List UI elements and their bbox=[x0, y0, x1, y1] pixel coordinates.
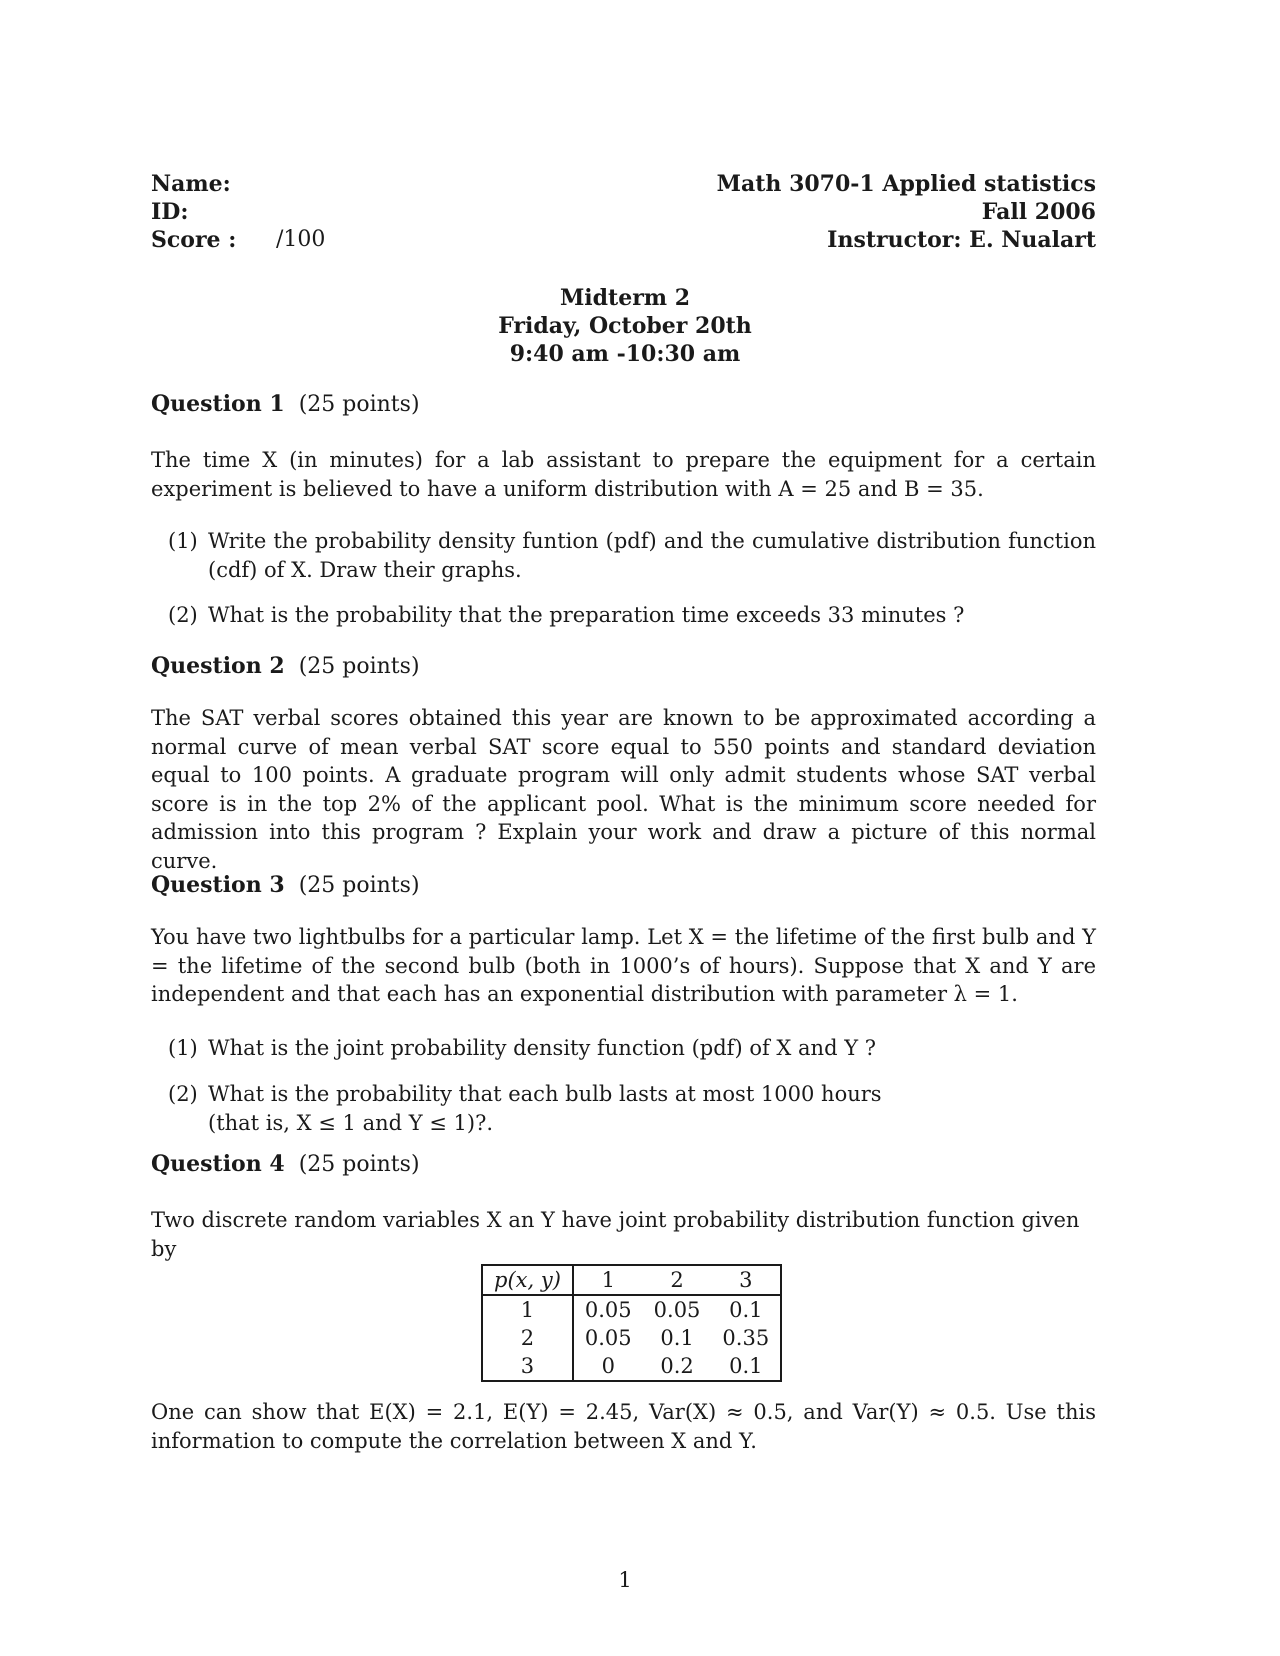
exam-date: Friday, October 20th bbox=[498, 313, 752, 339]
question-4-text: Two discrete random variables X an Y have joint probability distribution function given by bbox=[151, 1208, 1080, 1261]
table-cell: 0.1 bbox=[660, 1326, 694, 1350]
table-cell: 0 bbox=[601, 1354, 615, 1378]
item-number: (1) bbox=[168, 1036, 198, 1060]
exam-title-block bbox=[0, 284, 1250, 368]
item-text: What is the probability that the preparation time exceeds 33 minutes ? bbox=[208, 603, 965, 627]
instructor: Instructor: E. Nualart bbox=[827, 227, 1096, 253]
course-info bbox=[717, 170, 1096, 254]
term: Fall 2006 bbox=[981, 199, 1096, 225]
question-title: Question 3 bbox=[151, 872, 285, 898]
question-2-heading bbox=[151, 652, 1096, 682]
table-row bbox=[482, 1352, 781, 1381]
question-2-text: The SAT verbal scores obtained this year are known to be approximated according a normal curve of mean verbal SAT score equal to 550 points and standard deviation equal to 100 points. A graduate program will only admit students whose SAT verbal score is in the top 2% of the applicant pool. What is the minimum score needed for admission into this program ? Explain your work and draw a picture of this normal curve. bbox=[151, 706, 1096, 873]
item-text-line-2: (that is, X ≤ 1 and Y ≤ 1)?. bbox=[208, 1110, 494, 1135]
question-points: (25 points) bbox=[298, 1152, 420, 1177]
row-header: 2 bbox=[482, 1324, 573, 1352]
score-label: Score : bbox=[151, 227, 237, 253]
exam-title: Midterm 2 bbox=[559, 285, 691, 311]
table-cell: 0.1 bbox=[729, 1298, 763, 1322]
item-number: (1) bbox=[168, 529, 198, 553]
item-number: (2) bbox=[168, 1082, 198, 1106]
item-text-line-1: What is the probability that each bulb lasts at most 1000 hours bbox=[208, 1082, 882, 1106]
table-header-row bbox=[482, 1265, 781, 1295]
item-text: Write the probability density funtion (pdf) and the cumulative distribution function (cdf) of X. Draw their graphs. bbox=[208, 529, 1096, 582]
question-points: (25 points) bbox=[298, 392, 420, 417]
score-value: /100 bbox=[276, 227, 326, 252]
question-4-followup: One can show that E(X) = 2.1, E(Y) = 2.45, Var(X) ≈ 0.5, and Var(Y) ≈ 0.5. Use this information to compute the correlation between X and Y. bbox=[151, 1400, 1096, 1453]
item-text: What is the joint probability density function (pdf) of X and Y ? bbox=[208, 1036, 876, 1060]
question-4-heading bbox=[151, 1150, 1096, 1180]
table-cell: 0.35 bbox=[722, 1326, 770, 1350]
row-header: 3 bbox=[482, 1352, 573, 1381]
table-cell: 0.05 bbox=[653, 1298, 701, 1322]
column-header: 2 bbox=[643, 1265, 712, 1295]
name-label: Name: bbox=[151, 171, 231, 197]
question-3-heading bbox=[151, 871, 1096, 901]
table-cell: 0.1 bbox=[729, 1354, 763, 1378]
question-points: (25 points) bbox=[298, 654, 420, 679]
question-1-item-1 bbox=[168, 527, 1096, 584]
course-title: Math 3070-1 Applied statistics bbox=[716, 171, 1096, 197]
student-info bbox=[151, 170, 325, 254]
question-title: Question 1 bbox=[151, 391, 285, 417]
question-title: Question 4 bbox=[151, 1151, 285, 1177]
question-1-heading bbox=[151, 390, 1096, 420]
question-1-item-2 bbox=[168, 601, 1096, 630]
item-text bbox=[208, 1080, 1096, 1137]
question-1-text: The time X (in minutes) for a lab assistant to prepare the equipment for a certain experiment is believed to have a uniform distribution with A = 25 and B = 35. bbox=[151, 448, 1096, 501]
table-cell: 0.05 bbox=[584, 1298, 632, 1322]
question-3-text: You have two lightbulbs for a particular lamp. Let X = the lifetime of the first bulb and Y = the lifetime of the second bulb (both in 1000’s of hours). Suppose that X and Y are independent and that each has an exponential distribution with parameter λ = 1. bbox=[151, 925, 1096, 1006]
page-number: 1 bbox=[618, 1568, 632, 1592]
row-header: 1 bbox=[482, 1295, 573, 1324]
id-label: ID: bbox=[151, 199, 189, 225]
exam-time: 9:40 am -10:30 am bbox=[509, 341, 741, 367]
table-corner: p(x, y) bbox=[482, 1265, 573, 1295]
table-row bbox=[482, 1324, 781, 1352]
table-cell: 0.05 bbox=[584, 1326, 632, 1350]
question-3-item-2 bbox=[168, 1080, 1096, 1137]
question-title: Question 2 bbox=[151, 653, 285, 679]
table-row bbox=[482, 1295, 781, 1324]
column-header: 3 bbox=[711, 1265, 781, 1295]
joint-distribution-table bbox=[481, 1264, 782, 1382]
question-points: (25 points) bbox=[298, 873, 420, 898]
table-cell: 0.2 bbox=[660, 1354, 694, 1378]
question-3-item-1 bbox=[168, 1034, 1096, 1063]
column-header: 1 bbox=[573, 1265, 643, 1295]
item-number: (2) bbox=[168, 603, 198, 627]
